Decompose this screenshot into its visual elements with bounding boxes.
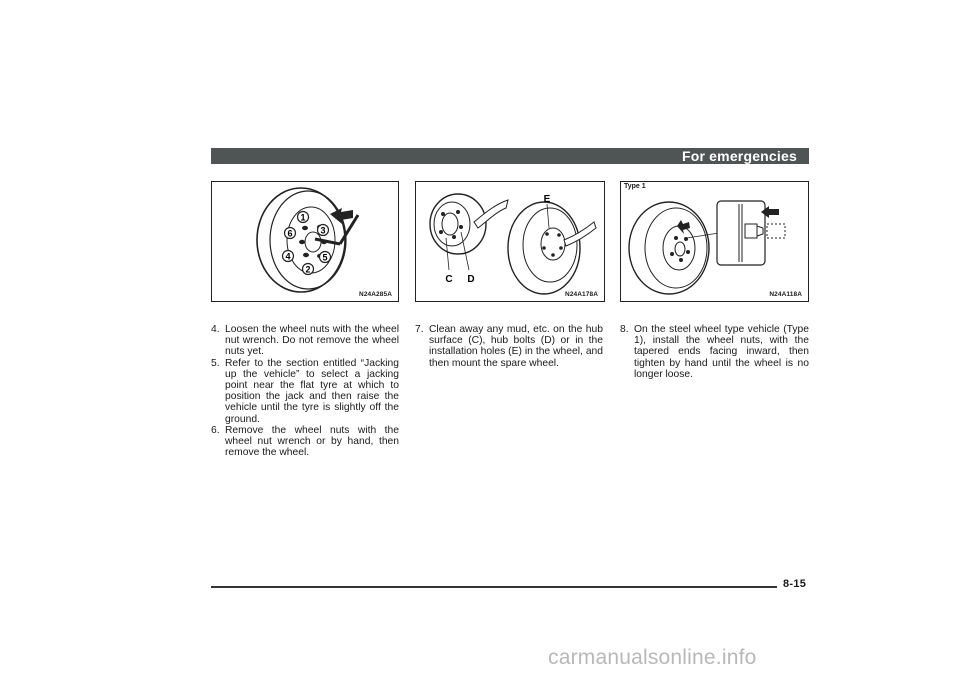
step-text: Clean away any mud, etc. on the hub surface (C), hub bolts (D) or in the installation holes (E) in the wheel, and then mount the spare wheel. <box>429 324 603 369</box>
figure-wheel-nut-install <box>620 181 809 302</box>
step-7 <box>415 324 603 369</box>
step-text: Loosen the wheel nuts with the wheel nut wrench. Do not remove the wheel nuts yet. <box>225 324 399 358</box>
instructions-column-2 <box>415 324 603 369</box>
step-text: Refer to the section entitled “Jacking up the vehicle” to select a jacking point near the flat tyre at which to position the jack and then raise the vehicle until the tyre is slightly off the ground. <box>225 357 399 425</box>
step-number: 6. <box>211 424 220 436</box>
wheel-nut-install-illustration <box>621 182 808 301</box>
marker-1: 1 <box>300 212 306 223</box>
hub-cleaning-illustration <box>416 182 604 301</box>
type-label: Type 1 <box>624 183 646 190</box>
page-number: 8-15 <box>783 578 807 590</box>
step-number: 4. <box>211 324 220 335</box>
step-text: Remove the wheel nuts with the wheel nut wrench or by hand, then remove the wheel. <box>225 424 399 459</box>
instructions-column-3 <box>620 324 809 380</box>
step-8 <box>620 324 809 380</box>
marker-2: 2 <box>305 264 311 275</box>
figure-code: N24A178A <box>565 291 598 298</box>
footer-rule <box>211 586 777 588</box>
figure-wheel-nuts <box>211 181 399 302</box>
figure-code: N24A285A <box>359 291 392 298</box>
step-number: 5. <box>211 357 220 369</box>
marker-4: 4 <box>285 251 291 262</box>
watermark: carmanualsonline.info <box>548 646 757 669</box>
step-5 <box>211 358 399 425</box>
step-6 <box>211 425 399 459</box>
step-4 <box>211 324 399 358</box>
wheel-nut-illustration <box>212 182 398 301</box>
label-c: C <box>445 274 453 285</box>
figure-hub-cleaning <box>415 181 605 302</box>
label-e: E <box>543 194 551 205</box>
step-number: 7. <box>415 324 424 335</box>
label-d: D <box>467 274 475 285</box>
marker-3: 3 <box>320 225 326 236</box>
instructions-column-1 <box>211 324 399 458</box>
marker-6: 6 <box>287 228 293 239</box>
section-header-bar <box>211 148 809 164</box>
step-text: On the steel wheel type vehicle (Type 1), install the wheel nuts, with the tapered ends facing inward, then tighten by hand until the wheel is no longer loose. <box>634 324 809 380</box>
step-number: 8. <box>620 324 629 335</box>
figure-code: N24A118A <box>769 291 802 298</box>
section-title: For emergencies <box>681 148 797 164</box>
marker-5: 5 <box>322 252 328 263</box>
